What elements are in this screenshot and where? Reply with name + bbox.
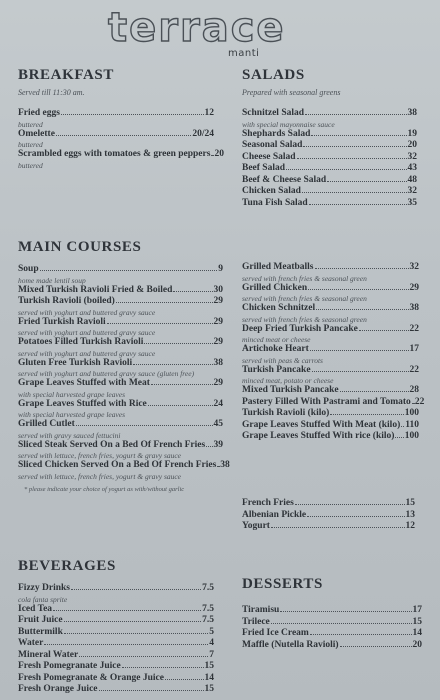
menu-item-price: 24 <box>213 398 223 409</box>
menu-item-description: cola fanta sprite <box>18 594 68 604</box>
leader-dots <box>165 679 204 680</box>
menu-item <box>242 420 419 432</box>
menu-item-price: 39 <box>213 439 223 450</box>
menu-item-price: 17 <box>412 605 422 615</box>
beverages-items <box>18 583 214 696</box>
menu-item-price: 13 <box>405 509 415 520</box>
salads-section <box>242 66 417 209</box>
leader-dots <box>64 633 208 634</box>
restaurant-logo <box>108 5 288 59</box>
menu-item <box>242 385 419 397</box>
menu-item <box>18 129 214 141</box>
menu-item <box>18 108 214 120</box>
menu-item-description: served with french fries & seasonal green <box>242 314 367 324</box>
leader-dots <box>217 466 219 467</box>
menu-item <box>18 627 214 639</box>
menu-item-name: Fried eggs <box>18 108 60 118</box>
menu-item-name: Pastery Filled With Pastrami and Tomato <box>242 396 411 407</box>
menu-item-name: Albenian Pickle <box>242 509 307 520</box>
leader-dots <box>401 426 404 427</box>
leader-dots <box>79 656 208 657</box>
menu-item-name: Turkish Pancake <box>242 364 311 375</box>
leader-dots <box>395 437 403 438</box>
menu-item-price: 15 <box>204 661 214 671</box>
leader-dots <box>271 623 412 624</box>
menu-item <box>18 440 223 452</box>
menu-item-name: Omelette <box>18 128 55 139</box>
salads-heading: SALADS <box>242 67 305 83</box>
leader-dots <box>286 169 406 170</box>
menu-item <box>242 521 415 533</box>
salads-items <box>242 108 417 209</box>
menu-item <box>242 152 417 164</box>
menu-item-price: 45 <box>213 419 223 429</box>
leader-dots <box>309 204 407 205</box>
menu-item-price: 12 <box>405 521 415 531</box>
menu-item-price: 110 <box>405 419 419 430</box>
breakfast-items <box>18 108 224 170</box>
menu-item-price: 22 <box>409 323 419 334</box>
menu-item-price: 7.5 <box>202 603 214 614</box>
menu-item-name: Fruit Juice <box>18 615 63 625</box>
menu-item-price: 15 <box>412 616 422 627</box>
menu-item <box>242 510 415 522</box>
desserts-items <box>242 605 422 651</box>
leader-dots <box>211 155 213 156</box>
menu-item-name: Buttermilk <box>18 626 63 637</box>
menu-item <box>242 175 417 187</box>
leader-dots <box>307 516 404 517</box>
menu-item-name: French Fries <box>242 498 294 508</box>
desserts-section <box>242 575 422 651</box>
menu-item-price: 7.5 <box>202 615 214 625</box>
menu-item-description: served with yoghurt and buttered gravy sauce <box>18 307 156 317</box>
menu-item-price: 4 <box>209 638 214 648</box>
menu-item <box>18 615 214 627</box>
menu-item-description: served with yoghurt and buttered gravy sauce <box>18 328 156 337</box>
main-left-items <box>18 264 230 481</box>
menu-item-price: 100 <box>404 408 419 418</box>
leader-dots <box>308 289 408 290</box>
menu-item-price: 32 <box>409 262 419 272</box>
menu-item <box>242 198 417 210</box>
logo-subtitle: manti <box>228 48 260 59</box>
menu-item-name: Mixed Turkish Ravioli Fried & Boiled <box>18 284 173 295</box>
menu-item-name: Gluten Free Turkish Ravioli <box>18 357 133 368</box>
menu-item-name: Iced Tea <box>18 603 53 614</box>
menu-item-name: Grape Leaves Stuffed with Rice <box>18 398 147 409</box>
leader-dots <box>340 391 409 392</box>
menu-item-description: minced meat, potato or cheese <box>242 376 334 385</box>
leader-dots <box>310 634 412 635</box>
leader-dots <box>56 135 191 136</box>
menu-item-name: Fresh Pomegranate & Orange Juice <box>18 672 164 683</box>
leader-dots <box>340 646 412 647</box>
menu-item-name: Fried Turkish Ravioli <box>18 316 106 327</box>
extras-section <box>242 498 415 533</box>
leader-dots <box>312 371 409 372</box>
menu-item <box>18 317 223 329</box>
leader-dots <box>315 268 409 269</box>
menu-item <box>18 604 214 616</box>
menu-item-price: 20 <box>412 639 422 650</box>
leader-dots <box>302 192 407 193</box>
menu-item-price: 32 <box>407 186 417 196</box>
leader-dots <box>122 667 204 668</box>
menu-item-price: 43 <box>407 163 417 173</box>
menu-item <box>18 264 223 276</box>
leader-dots <box>64 621 202 622</box>
menu-item-name: Turkish Ravioli (kilo) <box>242 408 330 418</box>
leader-dots <box>311 135 406 136</box>
leader-dots <box>148 405 213 406</box>
menu-item-price: 22 <box>414 396 425 407</box>
beverages-section <box>18 557 214 696</box>
menu-item-price: 29 <box>213 296 223 306</box>
leader-dots <box>412 403 414 404</box>
leader-dots <box>61 114 204 115</box>
menu-item-price: 30 <box>213 284 223 295</box>
menu-item-description: served with yoghurt and buttered gravy sauce (gluten free) <box>18 369 195 378</box>
menu-item <box>242 396 425 409</box>
leader-dots <box>71 589 201 590</box>
menu-item-name: Grilled Cutlet <box>18 419 75 429</box>
menu-item-name: Mixed Turkish Pancake <box>242 385 339 395</box>
menu-item-price: 19 <box>407 128 417 139</box>
leader-dots <box>116 302 213 303</box>
menu-item <box>18 285 223 297</box>
menu-item <box>18 149 224 161</box>
menu-item-description: buttered <box>18 160 43 170</box>
menu-item-name: Cheese Salad <box>242 151 296 162</box>
menu-item <box>242 108 417 120</box>
menu-item-price: 38 <box>220 460 230 470</box>
menu-item-name: Grape Leaves Stuffed With Meat (kilo) <box>242 419 401 430</box>
leader-dots <box>53 610 201 611</box>
menu-item-description: served with french fries & seasonal green <box>242 294 367 303</box>
menu-item-name: Mineral Water <box>18 649 79 660</box>
menu-item-description: minced meat or cheese <box>242 335 311 344</box>
menu-item-price: 32 <box>407 151 417 162</box>
menu-item-price: 14 <box>204 672 214 683</box>
leader-dots <box>44 644 208 645</box>
menu-item <box>18 650 214 662</box>
menu-item-price: 14 <box>412 628 422 638</box>
menu-item <box>18 684 214 696</box>
main-courses-heading: MAIN COURSES <box>18 239 142 255</box>
menu-item <box>242 129 417 141</box>
menu-item-price: 15 <box>405 498 415 508</box>
menu-item-name: Artichoke Heart <box>242 344 309 354</box>
leader-dots <box>316 309 408 310</box>
menu-item <box>242 186 417 198</box>
menu-item-description: served with yoghurt and buttered gravy sauce <box>18 348 156 358</box>
menu-item <box>18 337 223 349</box>
menu-item-name: Fried Ice Cream <box>242 628 309 638</box>
leader-dots <box>151 384 213 385</box>
leader-dots <box>359 330 409 331</box>
menu-item <box>242 262 419 274</box>
menu-item-name: Chicken Salad <box>242 186 301 196</box>
leader-dots <box>271 527 405 528</box>
menu-item-name: Maffle (Nutella Ravioli) <box>242 639 339 650</box>
menu-item-description: served with french fries & seasonal green <box>242 273 367 283</box>
leader-dots <box>330 414 403 415</box>
menu-item-name: Soup <box>18 264 39 274</box>
desserts-heading: DESSERTS <box>242 576 323 592</box>
menu-item-name: Fresh Orange Juice <box>18 684 98 694</box>
main-right-items <box>242 262 425 443</box>
menu-item-name: Sliced Steak Served On a Bed Of French Fries <box>18 439 206 450</box>
main-courses-section <box>18 238 230 494</box>
leader-dots <box>40 270 218 271</box>
menu-item-price: 12 <box>204 108 214 118</box>
menu-item <box>18 378 223 390</box>
menu-item-price: 38 <box>409 303 419 313</box>
leader-dots <box>107 323 213 324</box>
leader-dots <box>297 158 407 159</box>
menu-item-name: Scrambled eggs with tomatoes & green peppers <box>18 149 211 159</box>
menu-item-name: Water <box>18 638 44 648</box>
leader-dots <box>303 146 406 147</box>
menu-item <box>18 419 223 431</box>
menu-item-name: Tiramisu <box>242 605 280 615</box>
menu-item-description: with special harvested grape leaves <box>18 389 126 399</box>
menu-item-name: Seasonal Salad <box>242 140 303 150</box>
menu-item-description: home made lentil soup <box>18 275 86 285</box>
menu-item <box>242 324 419 336</box>
menu-item-description: served with lettuce, french fries, yogurt & gravy sauce <box>18 451 182 460</box>
menu-item <box>18 661 214 673</box>
menu-item-price: 35 <box>407 197 417 208</box>
leader-dots <box>206 446 212 447</box>
menu-item-price: 29 <box>213 316 223 327</box>
menu-item-price: 38 <box>213 357 223 368</box>
menu-item-name: Shephards Salad <box>242 128 311 139</box>
menu-item-price: 15 <box>204 684 214 694</box>
menu-item <box>242 140 417 152</box>
menu-item <box>18 638 214 650</box>
logo-word: terrace <box>108 5 286 51</box>
breakfast-heading: BREAKFAST <box>18 67 114 83</box>
menu-item <box>242 365 419 377</box>
leader-dots <box>99 690 204 691</box>
menu-item <box>242 283 419 295</box>
main-courses-right-column <box>242 262 425 443</box>
salads-note: Prepared with seasonal greens <box>242 88 341 97</box>
menu-item-price: 29 <box>409 282 419 293</box>
menu-item-name: Grilled Meatballs <box>242 262 314 272</box>
leader-dots <box>310 350 409 351</box>
menu-item-name: Chicken Schnitzel <box>242 303 316 313</box>
menu-item <box>242 163 417 175</box>
menu-item <box>242 640 422 652</box>
menu-item <box>18 296 223 308</box>
menu-item-price: 20/24 <box>192 128 214 139</box>
menu-item <box>242 617 422 629</box>
menu-item-name: Fizzy Drinks <box>18 583 70 593</box>
menu-item-name: Grilled Chicken <box>242 282 308 293</box>
menu-item-description: buttered <box>18 119 43 129</box>
menu-item-description: with special mayonnaise sauce <box>242 119 335 129</box>
menu-item-description: buttered <box>18 140 43 149</box>
menu-item-price: 29 <box>213 337 223 347</box>
menu-item <box>242 344 419 356</box>
menu-item-price: 48 <box>407 174 417 185</box>
menu-item-price: 38 <box>407 108 417 118</box>
extras-items <box>242 498 415 533</box>
breakfast-section <box>18 66 224 170</box>
menu-item-description: served with peas & carrots <box>242 355 323 365</box>
menu-item-description: with special harvested grape leaves <box>18 410 126 419</box>
menu-item-name: Grape Leaves Stuffed with Meat <box>18 378 150 388</box>
menu-item-name: Fresh Pomegranate Juice <box>18 661 121 671</box>
menu-item-name: Grape Leaves Stuffed With rice (kilo) <box>242 431 395 441</box>
menu-item-price: 20 <box>407 140 417 150</box>
leader-dots <box>327 181 406 182</box>
menu-item-price: 100 <box>404 431 419 441</box>
menu-item-name: Turkish Ravioli (boiled) <box>18 296 115 306</box>
menu-item-price: 29 <box>213 378 223 388</box>
menu-item <box>242 303 419 315</box>
menu-item-name: Tuna Fish Salad <box>242 197 308 208</box>
menu-item-description: served with lettuce, french fries, yogurt & gravy sauce <box>18 471 182 481</box>
menu-item-price: 20 <box>214 149 224 159</box>
menu-item-price: 28 <box>409 385 419 395</box>
menu-item <box>18 399 223 411</box>
menu-item <box>242 431 419 443</box>
menu-item-price: 7 <box>209 649 214 660</box>
breakfast-note: Served till 11:30 am. <box>18 88 85 97</box>
menu-item-name: Yogurt <box>242 521 270 531</box>
menu-item <box>242 628 422 640</box>
menu-item-price: 5 <box>209 626 214 637</box>
yogurt-footnote: * please indicate your choice of yogurt as with/without garlic <box>24 485 185 493</box>
leader-dots <box>295 504 405 505</box>
menu-item <box>242 408 419 420</box>
menu-item-name: Trilece <box>242 616 270 627</box>
leader-dots <box>133 364 212 365</box>
menu-item <box>242 498 415 510</box>
leader-dots <box>76 425 213 426</box>
menu-item <box>18 583 214 595</box>
menu-item-price: 9 <box>218 264 223 274</box>
menu-item-name: Sliced Chicken Served On a Bed Of French Fries <box>18 460 217 470</box>
menu-item-price: 22 <box>409 364 419 375</box>
leader-dots <box>305 114 406 115</box>
menu-item-name: Schnitzel Salad <box>242 108 305 118</box>
menu-item-name: Beef & Cheese Salad <box>242 174 327 185</box>
menu-item-price: 17 <box>409 344 419 354</box>
leader-dots <box>280 611 411 612</box>
menu-item <box>18 460 230 472</box>
menu-item-name: Potatoes Filled Turkish Ravioli <box>18 337 144 347</box>
leader-dots <box>144 343 212 344</box>
menu-item <box>242 605 422 617</box>
menu-item-description: served with gravy sauced fettucini <box>18 430 121 440</box>
menu-item-name: Deep Fried Turkish Pancake <box>242 323 358 334</box>
menu-item-price: 7.5 <box>202 583 214 593</box>
menu-item <box>18 673 214 685</box>
beverages-heading: BEVERAGES <box>18 558 116 574</box>
menu-item <box>18 358 223 370</box>
leader-dots <box>173 291 212 292</box>
menu-item-name: Beef Salad <box>242 163 286 173</box>
